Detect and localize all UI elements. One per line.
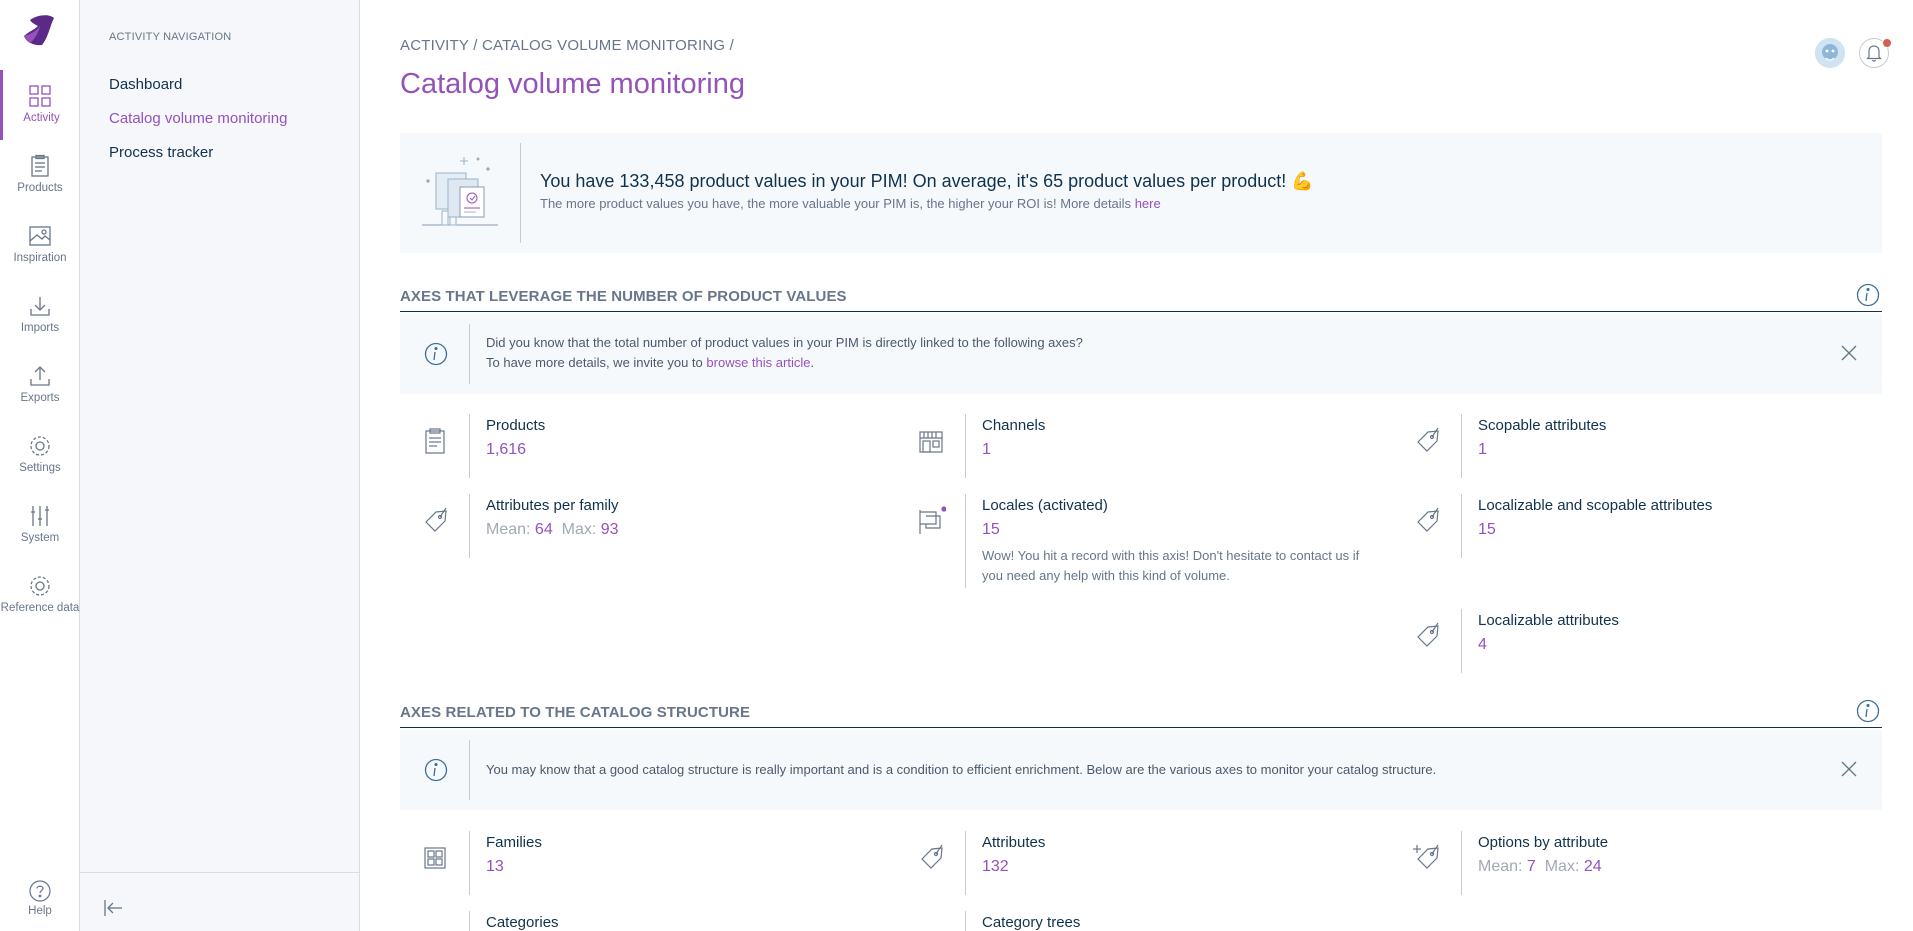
axis-locales [896, 494, 1376, 594]
folder-icon [420, 927, 450, 931]
product-values-summary: You have 133,458 product values in your PIM! On average, it's 65 product values per product! 💪 [540, 171, 1314, 191]
help-label: Help [28, 905, 52, 917]
axis-name: Locales (activated) [982, 497, 1108, 514]
product-values-banner [400, 133, 1882, 253]
section2-title: AXES RELATED TO THE CATALOG STRUCTURE [400, 704, 751, 721]
menu-exports-label: Exports [20, 392, 60, 404]
exports-icon [28, 364, 52, 388]
breadcrumb[interactable]: ACTIVITY / CATALOG VOLUME MONITORING / [400, 37, 735, 54]
browse-article-link[interactable]: browse this article [706, 355, 811, 370]
close-icon[interactable] [1840, 760, 1858, 778]
activity-navigation [80, 0, 360, 931]
section2-helper-box [400, 730, 1882, 810]
axis-categories [400, 911, 880, 931]
inspiration-icon [28, 224, 52, 248]
axis-name: Attributes per family [486, 497, 619, 514]
axis-localizable-scopable-attributes [1392, 494, 1872, 564]
page-title: Catalog volume monitoring [400, 68, 745, 100]
axis-name: Localizable attributes [1478, 612, 1619, 629]
menu-system[interactable] [0, 490, 80, 560]
menu-reference-data[interactable] [0, 560, 80, 630]
section-title-catalog-structure-axes [400, 700, 1882, 728]
subnav-item-process-tracker[interactable]: Process tracker [109, 144, 214, 161]
subnav-title: ACTIVITY NAVIGATION [109, 31, 232, 43]
helper-info-icon [424, 758, 448, 782]
user-avatar[interactable] [1815, 38, 1845, 68]
mean-label: Mean: [486, 521, 531, 538]
axis-value: 1,616 [486, 441, 527, 458]
section1-helper-line1: Did you know that the total number of product values in your PIM is directly linked to the following axes? [486, 335, 1083, 350]
activity-icon [28, 84, 52, 108]
max-label: Max: [1544, 858, 1580, 875]
axis-name: Attributes [982, 834, 1046, 851]
section1-helper-line2 [486, 353, 814, 373]
menu-inspiration[interactable] [0, 210, 80, 280]
axis-localizable-attributes [1392, 609, 1872, 679]
axis-record-note: Wow! You hit a record with this axis! Don't hesitate to contact us if you need any help with this kind of volume. [982, 548, 1360, 583]
menu-reference-data-label: Reference data [0, 602, 80, 614]
info-icon[interactable] [1856, 283, 1880, 307]
menu-exports[interactable] [0, 350, 80, 420]
section2-helper-line1: You may know that a good catalog structure is really important and is a condition to efficient enrichment. Below are the various axes to monitor your catalog structure. [486, 762, 1437, 777]
axis-name: Families [486, 834, 542, 851]
collapse-panel-icon[interactable] [102, 897, 124, 919]
tag-icon [916, 843, 946, 873]
axis-mean-max [486, 521, 619, 539]
avatar-illustration-icon [1815, 38, 1845, 68]
system-icon [28, 504, 52, 528]
helper-line2-prefix: To have more details, we invite you to [486, 355, 703, 370]
section1-title: AXES THAT LEVERAGE THE NUMBER OF PRODUCT VALUES [400, 288, 847, 305]
helper-line2-suffix: . [810, 355, 815, 370]
axis-name: Localizable and scopable attributes [1478, 497, 1713, 514]
tag-plus-icon [1412, 843, 1442, 873]
hero-subtext-body: The more product values you have, the more valuable your PIM is, the higher your ROI is! More details [540, 196, 1132, 211]
max-label: Max: [561, 521, 597, 538]
help-button[interactable] [0, 880, 80, 917]
menu-products[interactable] [0, 140, 80, 210]
main-menu [0, 0, 80, 931]
helper-divider [469, 324, 470, 384]
axis-name: Categories [486, 914, 559, 931]
axis-name: Channels [982, 417, 1046, 434]
tag-icon [1412, 621, 1442, 651]
help-icon [29, 880, 51, 902]
subnav-footer [80, 872, 359, 931]
products-icon [28, 154, 52, 178]
more-details-link[interactable]: here [1134, 196, 1161, 211]
info-icon[interactable] [1856, 699, 1880, 723]
axis-name: Products [486, 417, 546, 434]
menu-imports[interactable] [0, 280, 80, 350]
axis-divider [1461, 609, 1462, 673]
axis-families [400, 831, 880, 901]
menu-activity-label: Activity [23, 112, 60, 124]
axis-value: 15 [982, 521, 1000, 538]
axis-divider [469, 911, 470, 931]
main-content [400, 0, 1882, 931]
tag-icon [1412, 506, 1442, 536]
axis-divider [469, 831, 470, 895]
tag-icon [1412, 426, 1442, 456]
menu-products-label: Products [17, 182, 63, 194]
axis-value: 1 [982, 441, 991, 458]
axis-divider [469, 494, 470, 558]
axis-divider [1461, 414, 1462, 478]
products-icon [420, 426, 450, 456]
menu-activity[interactable] [0, 70, 80, 140]
imports-icon [28, 294, 52, 318]
section-title-product-values-axes [400, 284, 1882, 312]
mean-value: 64 [534, 521, 553, 538]
close-icon[interactable] [1840, 344, 1858, 362]
helper-info-icon [424, 342, 448, 366]
axis-divider [1461, 494, 1462, 558]
section1-helper-box [400, 314, 1882, 394]
axis-channels [896, 414, 1376, 484]
helper-divider [469, 740, 470, 800]
axis-value: 15 [1478, 521, 1496, 538]
menu-settings-label: Settings [19, 462, 61, 474]
axis-value: 1 [1478, 441, 1487, 458]
axis-divider [1461, 831, 1462, 895]
axis-divider [965, 414, 966, 478]
axis-scopable-attributes [1392, 414, 1872, 484]
axis-divider [965, 831, 966, 895]
notification-badge [1882, 38, 1892, 48]
max-value: 24 [1583, 858, 1602, 875]
families-icon [420, 843, 450, 873]
axis-attributes [896, 831, 1376, 901]
axis-name: Scopable attributes [1478, 417, 1607, 434]
axis-category-trees [896, 911, 1376, 931]
menu-imports-label: Imports [20, 322, 60, 334]
catalog-illustration [418, 151, 502, 233]
folder-tree-icon [916, 927, 946, 931]
axis-divider [469, 414, 470, 478]
mean-label: Mean: [1478, 858, 1523, 875]
axis-divider [965, 494, 966, 588]
subnav-item-dashboard[interactable]: Dashboard [109, 76, 183, 93]
axis-products [400, 414, 880, 484]
axis-mean-max [1478, 858, 1602, 876]
hero-divider [520, 143, 521, 243]
settings-icon [28, 434, 52, 458]
menu-system-label: System [20, 532, 60, 544]
axis-options-by-attribute [1392, 831, 1872, 901]
tag-icon [420, 506, 450, 536]
axis-name: Category trees [982, 914, 1081, 931]
akeneo-logo[interactable] [20, 12, 58, 48]
mean-value: 7 [1526, 858, 1536, 875]
menu-settings[interactable] [0, 420, 80, 490]
axis-attributes-per-family [400, 494, 880, 564]
reference-data-icon [28, 574, 52, 598]
axis-value: 13 [486, 858, 504, 875]
axis-value: 4 [1478, 636, 1487, 653]
subnav-item-catalog-volume-monitoring[interactable]: Catalog volume monitoring [109, 110, 288, 127]
menu-inspiration-label: Inspiration [13, 252, 67, 264]
channels-icon [916, 426, 946, 456]
max-value: 93 [600, 521, 619, 538]
axis-value: 132 [982, 858, 1009, 875]
axis-name: Options by attribute [1478, 834, 1609, 851]
flag-icon [916, 506, 946, 536]
axis-divider [965, 911, 966, 931]
product-values-subtext [540, 196, 1161, 211]
